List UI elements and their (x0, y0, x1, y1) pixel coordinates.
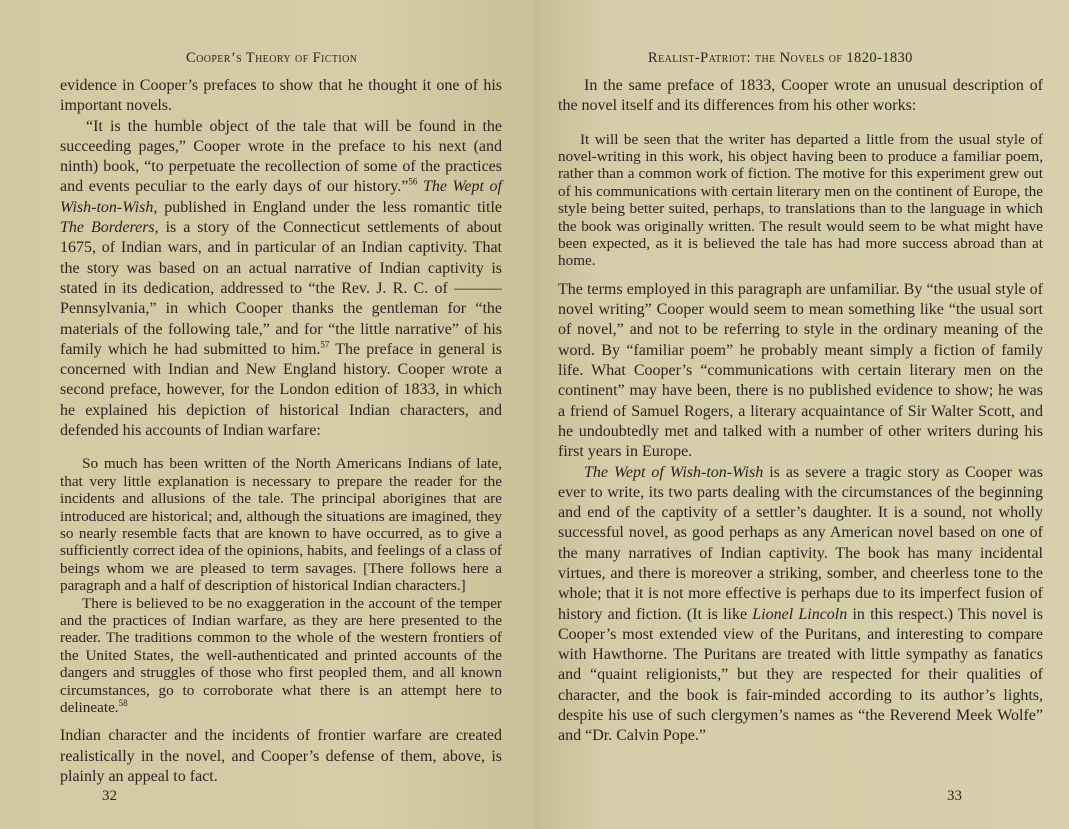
block-quote-right (558, 131, 1043, 270)
footnote-ref: 56 (408, 177, 418, 188)
footnote-ref: 57 (320, 339, 330, 350)
left-paragraph-1: evidence in Cooper’s prefaces to show that he thought it one of his important novels. (60, 77, 502, 115)
book-title: The Wept of Wish-ton-Wish (60, 178, 502, 216)
right-paragraph-3: The Wept of Wish-ton-Wish is as severe a tragic story as Cooper was ever to write, its two parts dealing with the circumstances of the beginning and end of the captivity of a settler’s daughter. It is a sound, not wholly successful novel, as good perhaps as any American novel based on one of the many narratives of Indian captivity. The book has many incidental virtues, and there is moreover a striking, somber, and cheerless tone to the whole; that it is not more effective is perhaps due to its imperfect fusion of history and fiction. (It is like Lionel Lincoln in this respect.) This novel is Cooper’s most extended view of the Puritans, and interesting to compare with Hawthorne. The Puritans are treated with little sympathy as fanatics and “quaint religionists,” but they are respected for their qualities of character, and the book is fair-minded according to its author’s lights, despite his use of such clergymen’s names as “the Reverend Meek Wolfe” and “Dr. Calvin Pope.” (558, 463, 1044, 745)
book-title: Lionel Lincoln (752, 605, 848, 623)
running-head-right: Realist-Patriot: the Novels of 1820-1830 (648, 50, 913, 66)
left-page (0, 0, 534, 829)
left-body (60, 76, 502, 787)
quote-paragraph-1: So much has been written of the North Americans Indians of late, that very little explanation is necessary to prepare the reader for the incidents and allusions of the tale. The principal aborigines that are introduced are historical; and, although the situations are imagined, they so nearly resemble facts that are known to have occurred, as to give a sufficiently correct idea of the opinions, habits, and feelings of a class of beings whom we are pleased to term savages. [There follows here a paragraph and a half of description of historical Indian characters.] (60, 455, 502, 595)
quote-paragraph-2: There is believed to be no exaggeration in the account of the temper and the practices of Indian warfare, as they are here presented to the reader. The traditions common to the whole of the western frontiers of the United States, the well-authenticated and printed accounts of the dangers and struggles of those who first peopled them, and all known circumstances, go to corroborate what there is an attempt here to delineate.$^{58}$ (60, 594, 502, 717)
page-number-right: 33 (947, 788, 962, 804)
block-quote-left (60, 455, 502, 716)
running-head-left: Cooper’s Theory of Fiction (186, 50, 358, 66)
left-paragraph-3: Indian character and the incidents of frontier warfare are created realistically in the novel, and Cooper’s defense of them, above, is plainly an appeal to fact. (60, 727, 502, 786)
book-title: The Wept of Wish-ton-Wish (584, 463, 764, 481)
right-body (558, 76, 1043, 747)
right-paragraph-1: In the same preface of 1833, Cooper wrote an unusual description of the novel itself and its differences from his other works: (558, 77, 1043, 115)
left-paragraph-2: “It is the humble object of the tale that will be found in the succeeding pages,” Cooper wrote in the preface to his next (and ninth) book, “to perpetuate the recollection of some of the practices and events peculiar to the early days of our history.”$^{56}$ The Wept of Wish-ton-Wish, published in England under the less romantic title The Borderers, is a story of the Connecticut settlements of about 1675, of Indian wars, and in particular of an Indian captivity. That the story was based on an actual narrative of Indian captivity is stated in its dedication, addressed to “the Rev. J. R. C. of ——— Pennsylvania,” in which Cooper thanks the gentleman for “the materials of the following tale,” and for “the little narrative” of his family which he had submitted to him.$^{57}$ The preface in general is concerned with Indian and New England history. Cooper wrote a second preface, however, for the London edition of 1833, in which he explained his depiction of historical Indian characters, and defended his accounts of Indian warfare: (60, 117, 503, 440)
footnote-ref: 58 (118, 697, 128, 708)
quote-paragraph: It will be seen that the writer has departed a little from the usual style of novel-writing in this work, his object having been to produce a familiar poem, rather than a common work of fiction. The motive for this experiment grew out of his communications with certain literary men on the continent of Europe, the style being better suited, perhaps, to translations than to the language in which the book was originally written. The result would seem to be what might have been expected, as it is believed the tale has had more success abroad than at home. (558, 130, 1043, 270)
right-page (534, 0, 1069, 829)
right-paragraph-2: The terms employed in this paragraph are unfamiliar. By “the usual style of novel writing” Cooper would seem to mean something like “the usual sort of novel,” and not to be referring to style in the ordinary meaning of the word. By “familiar poem” he probably meant simply a fiction of family life. What Cooper’s “communications with certain literary men on the continent” may have been, there is no published evidence to show; he was a friend of Samuel Rogers, a literary acquaintance of Sir Walter Scott, and he undoubtedly met and talked with a number of other writers during his first years in Europe. (558, 280, 1043, 461)
book-title: The Borderers (60, 219, 155, 237)
page-number-left: 32 (102, 788, 117, 804)
